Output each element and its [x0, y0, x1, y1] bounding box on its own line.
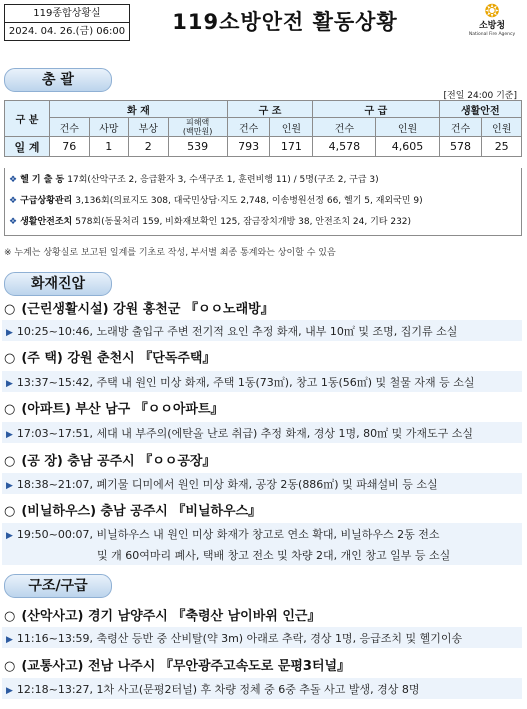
th-damage: 피해액 (백만원) — [168, 118, 227, 137]
agency-logo — [462, 3, 522, 45]
cell-life-people: 25 — [482, 137, 522, 157]
circle-bullet-icon: ○ — [4, 609, 16, 624]
cell-ems-count: 4,578 — [313, 137, 376, 157]
logo-mark-icon: ❂ — [484, 1, 500, 22]
triangle-bullet-icon: ▶ — [6, 328, 13, 338]
cell-life-count: 578 — [439, 137, 482, 157]
circle-bullet-icon: ○ — [4, 302, 16, 317]
incident-detail: ▶ 19:50~00:07, 비닐하우스 내 원인 미상 화재가 창고로 연소 확대, 비닐하우스 2동 전소 — [6, 528, 440, 541]
incident-detail: ▶ 13:37~15:42, 주택 내 원인 미상 화재, 주택 1동(73㎡), 창고 1동(56㎡) 및 철물 자재 등 소실 — [6, 376, 475, 389]
triangle-bullet-icon: ▶ — [6, 430, 13, 440]
summary-details — [4, 168, 522, 236]
th-people: 인원 — [376, 118, 439, 137]
fire-section-title: 화재진압 — [4, 272, 112, 296]
col-rescue: 구 조 — [227, 101, 313, 118]
incident-detail: ▶ 11:16~13:59, 축령산 등반 중 산비탈(약 3m) 아래로 추락, 경상 1명, 응급조치 및 헬기이송 — [6, 632, 463, 645]
triangle-bullet-icon: ▶ — [6, 635, 13, 645]
th-count: 건수 — [439, 118, 482, 137]
th-count: 건수 — [50, 118, 90, 137]
col-life: 생활안전 — [439, 101, 521, 118]
cell-rescue-people: 171 — [270, 137, 313, 157]
page-title: 119소방안전 활동상황 — [172, 10, 398, 34]
summary-section-title: 총 괄 — [4, 68, 112, 92]
th-dead: 사망 — [89, 118, 129, 137]
circle-bullet-icon: ○ — [4, 659, 16, 674]
detail-row: ❖ 구급상황관리 3,136회(의료지도 308, 대국민상담·지도 2,748, 이송병원선정 66, 헬기 5, 재외국민 9) — [9, 196, 423, 206]
circle-bullet-icon: ○ — [4, 504, 16, 519]
org-name: 119종합상황실 — [4, 4, 130, 23]
th-count: 건수 — [227, 118, 270, 137]
cell-fire-injured: 2 — [129, 137, 169, 157]
cell-ems-people: 4,605 — [376, 137, 439, 157]
logo-en: National Fire Agency — [468, 32, 516, 37]
table-row — [5, 137, 522, 157]
incident-detail-cont: 및 개 60여마리 폐사, 택배 창고 전소 및 차량 2대, 개인 창고 일부 등 소실 — [97, 549, 451, 562]
incident-title: ○ (아파트) 부산 남구 『ㅇㅇ아파트』 — [4, 402, 224, 417]
summary-table — [4, 100, 522, 157]
incident-detail: ▶ 17:03~17:51, 세대 내 부주의(에탄올 난로 취급) 추정 화재, 경상 1명, 80㎡ 및 가재도구 소실 — [6, 427, 473, 440]
row-label: 일 계 — [5, 137, 50, 157]
th-people: 인원 — [270, 118, 313, 137]
logo-name: 소방청 — [478, 21, 506, 31]
circle-bullet-icon: ○ — [4, 454, 16, 469]
col-ems: 구 급 — [313, 101, 439, 118]
circle-bullet-icon: ○ — [4, 402, 16, 417]
cell-rescue-count: 793 — [227, 137, 270, 157]
cell-fire-damage: 539 — [168, 137, 227, 157]
th-people: 인원 — [482, 118, 522, 137]
report-date: 2024. 04. 26.(금) 06:00 — [4, 23, 130, 41]
incident-detail: ▶ 12:18~13:27, 1차 사고(문평2터널) 후 차량 정체 중 6중 추돌 사고 발생, 경상 8명 — [6, 683, 420, 696]
diamond-bullet-icon: ❖ — [9, 196, 18, 206]
detail-row: ❖ 생활안전조치 578회(동물처리 159, 비화재보확인 125, 잠금장치개방 38, 안전조치 24, 기타 232) — [9, 217, 412, 227]
col-category: 구 분 — [5, 101, 50, 137]
cell-fire-count: 76 — [50, 137, 90, 157]
triangle-bullet-icon: ▶ — [6, 379, 13, 389]
incident-title: ○ (교통사고) 전남 나주시 『무안광주고속도로 문평3터널』 — [4, 659, 351, 674]
incident-title: ○ (공 장) 충남 공주시 『ㅇㅇ공장』 — [4, 454, 216, 469]
rescue-section-title: 구조/구급 — [4, 574, 112, 598]
triangle-bullet-icon: ▶ — [6, 531, 13, 541]
footnote: ※ 누계는 상황실로 보고된 일계를 기초로 작성, 부서별 최종 통계와는 상이할 수 있음 — [4, 248, 336, 258]
incident-title: ○ (근린생활시설) 강원 홍천군 『ㅇㅇ노래방』 — [4, 302, 274, 317]
incident-title: ○ (산악사고) 경기 남양주시 『축령산 남이바위 인근』 — [4, 609, 321, 624]
circle-bullet-icon: ○ — [4, 351, 16, 366]
cell-fire-dead: 1 — [89, 137, 129, 157]
incident-title: ○ (비닐하우스) 충남 공주시 『비닐하우스』 — [4, 504, 262, 519]
triangle-bullet-icon: ▶ — [6, 481, 13, 491]
diamond-bullet-icon: ❖ — [9, 217, 18, 227]
basis-time: [전일 24:00 기준] — [443, 91, 517, 101]
diamond-bullet-icon: ❖ — [9, 175, 18, 185]
detail-row: ❖ 헬 기 출 동 17회(산악구조 2, 응급환자 3, 수색구조 1, 훈련비행 11) / 5명(구조 2, 구급 3) — [9, 175, 379, 185]
report-meta — [4, 4, 130, 41]
col-fire: 화 재 — [50, 101, 228, 118]
triangle-bullet-icon: ▶ — [6, 686, 13, 696]
th-injured: 부상 — [129, 118, 169, 137]
incident-detail: ▶ 18:38~21:07, 폐기물 디미에서 원인 미상 화재, 공장 2동(886㎡) 및 파쇄설비 등 소실 — [6, 478, 438, 491]
th-count: 건수 — [313, 118, 376, 137]
incident-detail: ▶ 10:25~10:46, 노래방 출입구 주변 전기적 요인 추정 화재, 내부 10㎡ 및 조명, 집기류 소실 — [6, 325, 458, 338]
incident-title: ○ (주 택) 강원 춘천시 『단독주택』 — [4, 351, 216, 366]
